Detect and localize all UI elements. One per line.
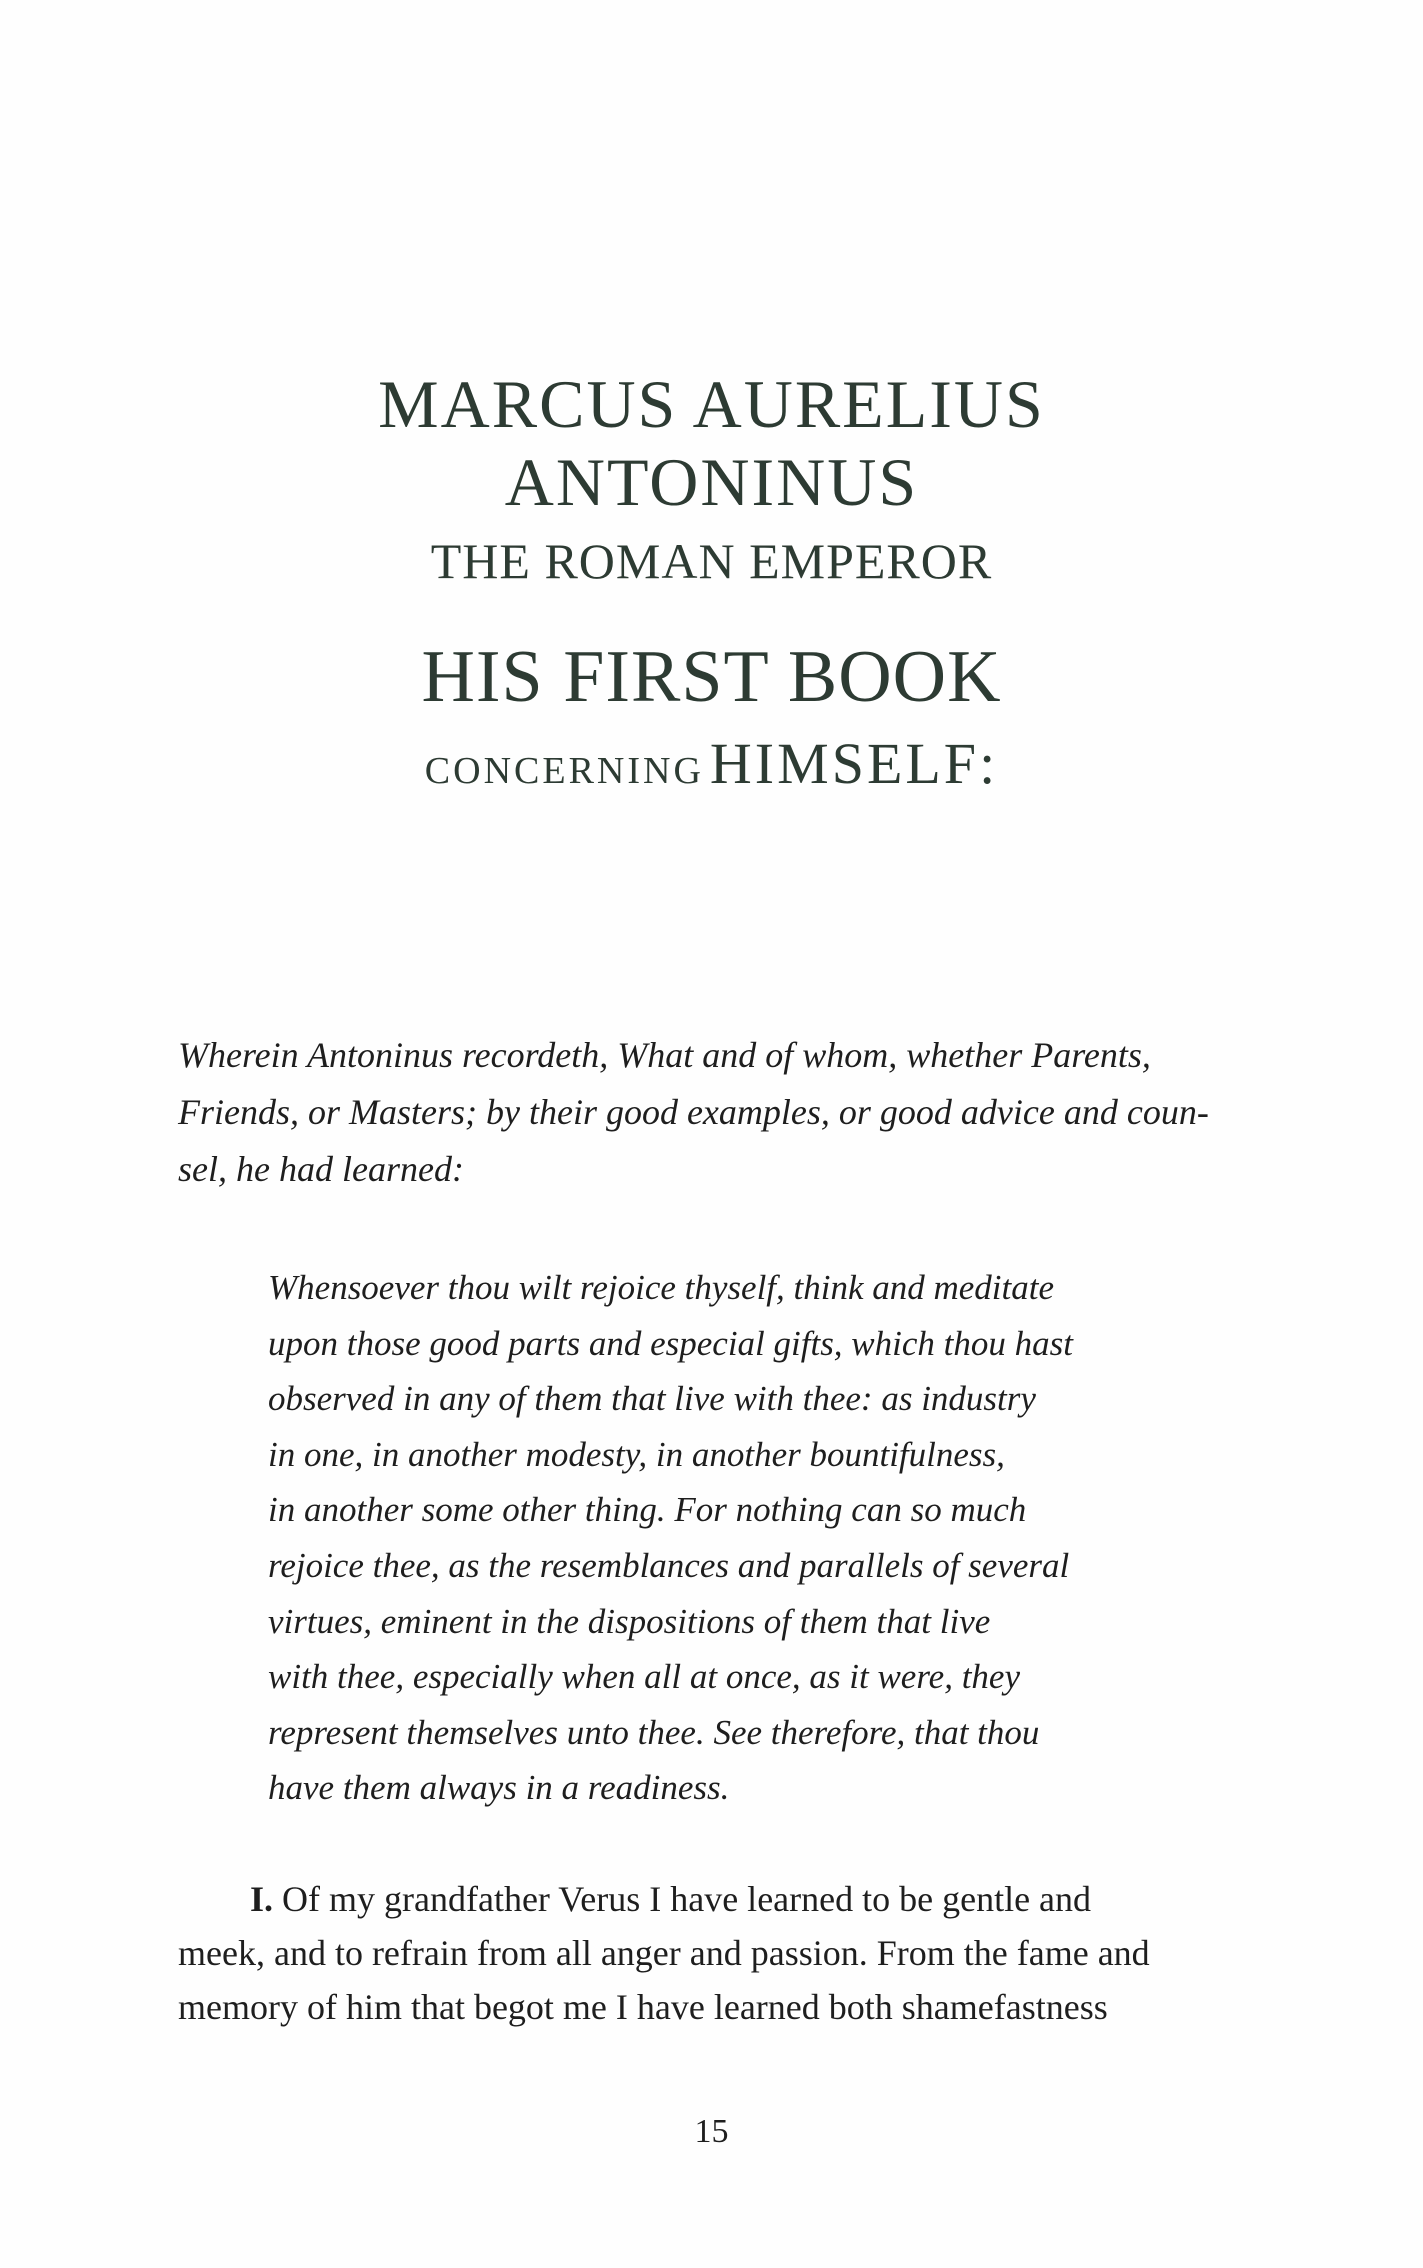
argument-line: Wherein Antoninus recordeth, What and of whom, whether Parents,	[178, 1035, 1151, 1075]
epigraph-line: virtues, eminent in the dispositions of them that live	[268, 1601, 991, 1641]
paragraph-text: Of my grandfather Verus I have learned to be gentle and	[282, 1879, 1092, 1919]
paragraph-line	[178, 1872, 1303, 1926]
epigraph-line: upon those good parts and especial gifts, which thou hast	[268, 1323, 1073, 1363]
chapter-argument	[178, 1027, 1303, 1198]
epigraph-line: in another some other thing. For nothing can so much	[268, 1490, 1027, 1530]
book-title: HIS FIRST BOOK	[421, 636, 1002, 718]
subtitle-small-caps: CONCERNING	[424, 750, 704, 792]
author-name-line2: ANTONINUS	[504, 444, 919, 520]
epigraph-line: rejoice thee, as the resemblances and parallels of several	[268, 1545, 1070, 1585]
epigraph-line: Whensoever thou wilt rejoice thyself, think and meditate	[268, 1268, 1055, 1307]
author-name-line1: MARCUS AURELIUS	[378, 366, 1045, 442]
epigraph-block	[268, 1260, 1278, 1816]
book-subtitle	[0, 729, 1423, 814]
epigraph-line: have them always in a readiness.	[268, 1768, 730, 1808]
subtitle-big: HIMSELF:	[709, 731, 999, 796]
section-numeral: I.	[250, 1879, 274, 1919]
argument-line: Friends, or Masters; by their good examples, or good advice and coun-	[178, 1092, 1209, 1132]
paragraph-line: meek, and to refrain from all anger and passion. From the fame and	[178, 1933, 1150, 1973]
epigraph-line: observed in any of them that live with thee: as industry	[268, 1379, 1036, 1419]
page-number: 15	[694, 2113, 729, 2150]
paragraph-line: memory of him that begot me I have learned both shamefastness	[178, 1987, 1108, 2027]
section-1-paragraph	[178, 1872, 1303, 2034]
epigraph-line: with thee, especially when all at once, as it were, they	[268, 1657, 1020, 1697]
author-title: THE ROMAN EMPEROR	[430, 533, 993, 589]
epigraph-line: in one, in another modesty, in another bountifulness,	[268, 1434, 1005, 1474]
argument-line: sel, he had learned:	[178, 1149, 464, 1189]
chapter-heading	[0, 365, 1423, 814]
epigraph-line: represent themselves unto thee. See therefore, that thou	[268, 1712, 1040, 1752]
